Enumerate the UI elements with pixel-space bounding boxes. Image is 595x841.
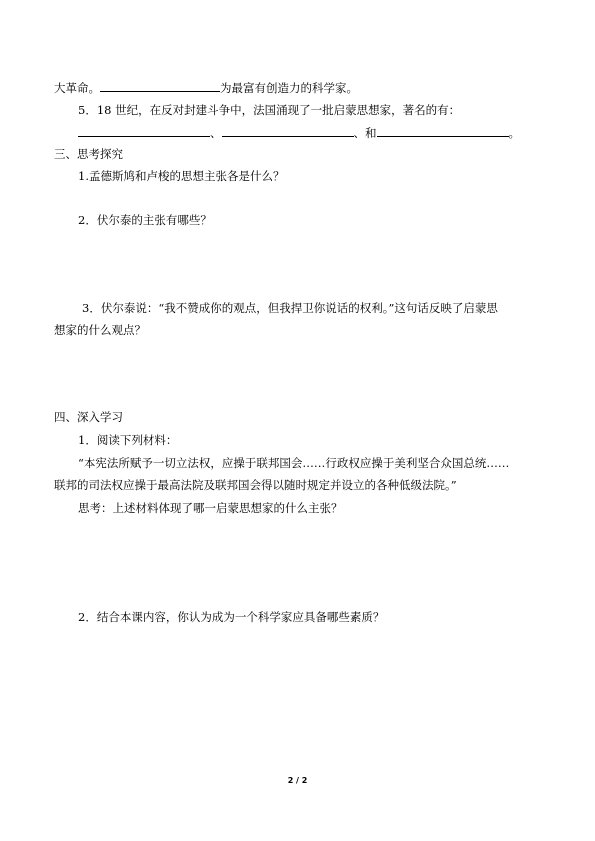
end-mark: 。: [508, 126, 520, 140]
separator: 、和: [353, 126, 377, 140]
section-heading-4: 四、深入学习: [54, 410, 123, 424]
fill-line-scientist: [54, 80, 358, 95]
material-line2: 联邦的司法权应操于最高法院及联邦国会得以随时规定并设立的各种低级法院。”: [54, 478, 457, 492]
question-3-1: 1.孟德斯鸠和卢梭的思想主张各是什么？: [78, 169, 285, 183]
answer-blank[interactable]: [100, 80, 220, 92]
question-3-3-line2: 想家的什么观点？: [54, 323, 146, 337]
think-question: 思考：上述材料体现了哪一启蒙思想家的什么主张？: [78, 501, 343, 515]
question-3-2: 2．伏尔泰的主张有哪些？: [78, 213, 212, 227]
line-suffix: 为最富有创造力的科学家。: [220, 81, 358, 95]
separator: 、: [210, 126, 222, 140]
page-number: 2 / 2: [287, 776, 308, 785]
answer-blank[interactable]: [377, 125, 509, 137]
answer-blank[interactable]: [222, 125, 354, 137]
question-3-3-line1: 3．伏尔泰说：“我不赞成你的观点，但我捍卫你说话的权利。”这句话反映了启蒙思: [82, 301, 498, 315]
answer-blank[interactable]: [78, 125, 210, 137]
question-5-blanks: [78, 125, 520, 140]
material-line1: “本宪法所赋予一切立法权，应操于联邦国会……行政权应操于美利坚合众国总统……: [78, 456, 510, 470]
question-5: 5．18 世纪，在反对封建斗争中，法国涌现了一批启蒙思想家，著名的有：: [78, 103, 461, 117]
question-4-2: 2．结合本课内容，你认为成为一个科学家应具备哪些素质？: [78, 610, 385, 624]
line-prefix: 大革命。: [54, 81, 100, 95]
question-4-1: 1．阅读下列材料：: [78, 433, 178, 447]
section-heading-3: 三、思考探究: [54, 147, 123, 161]
